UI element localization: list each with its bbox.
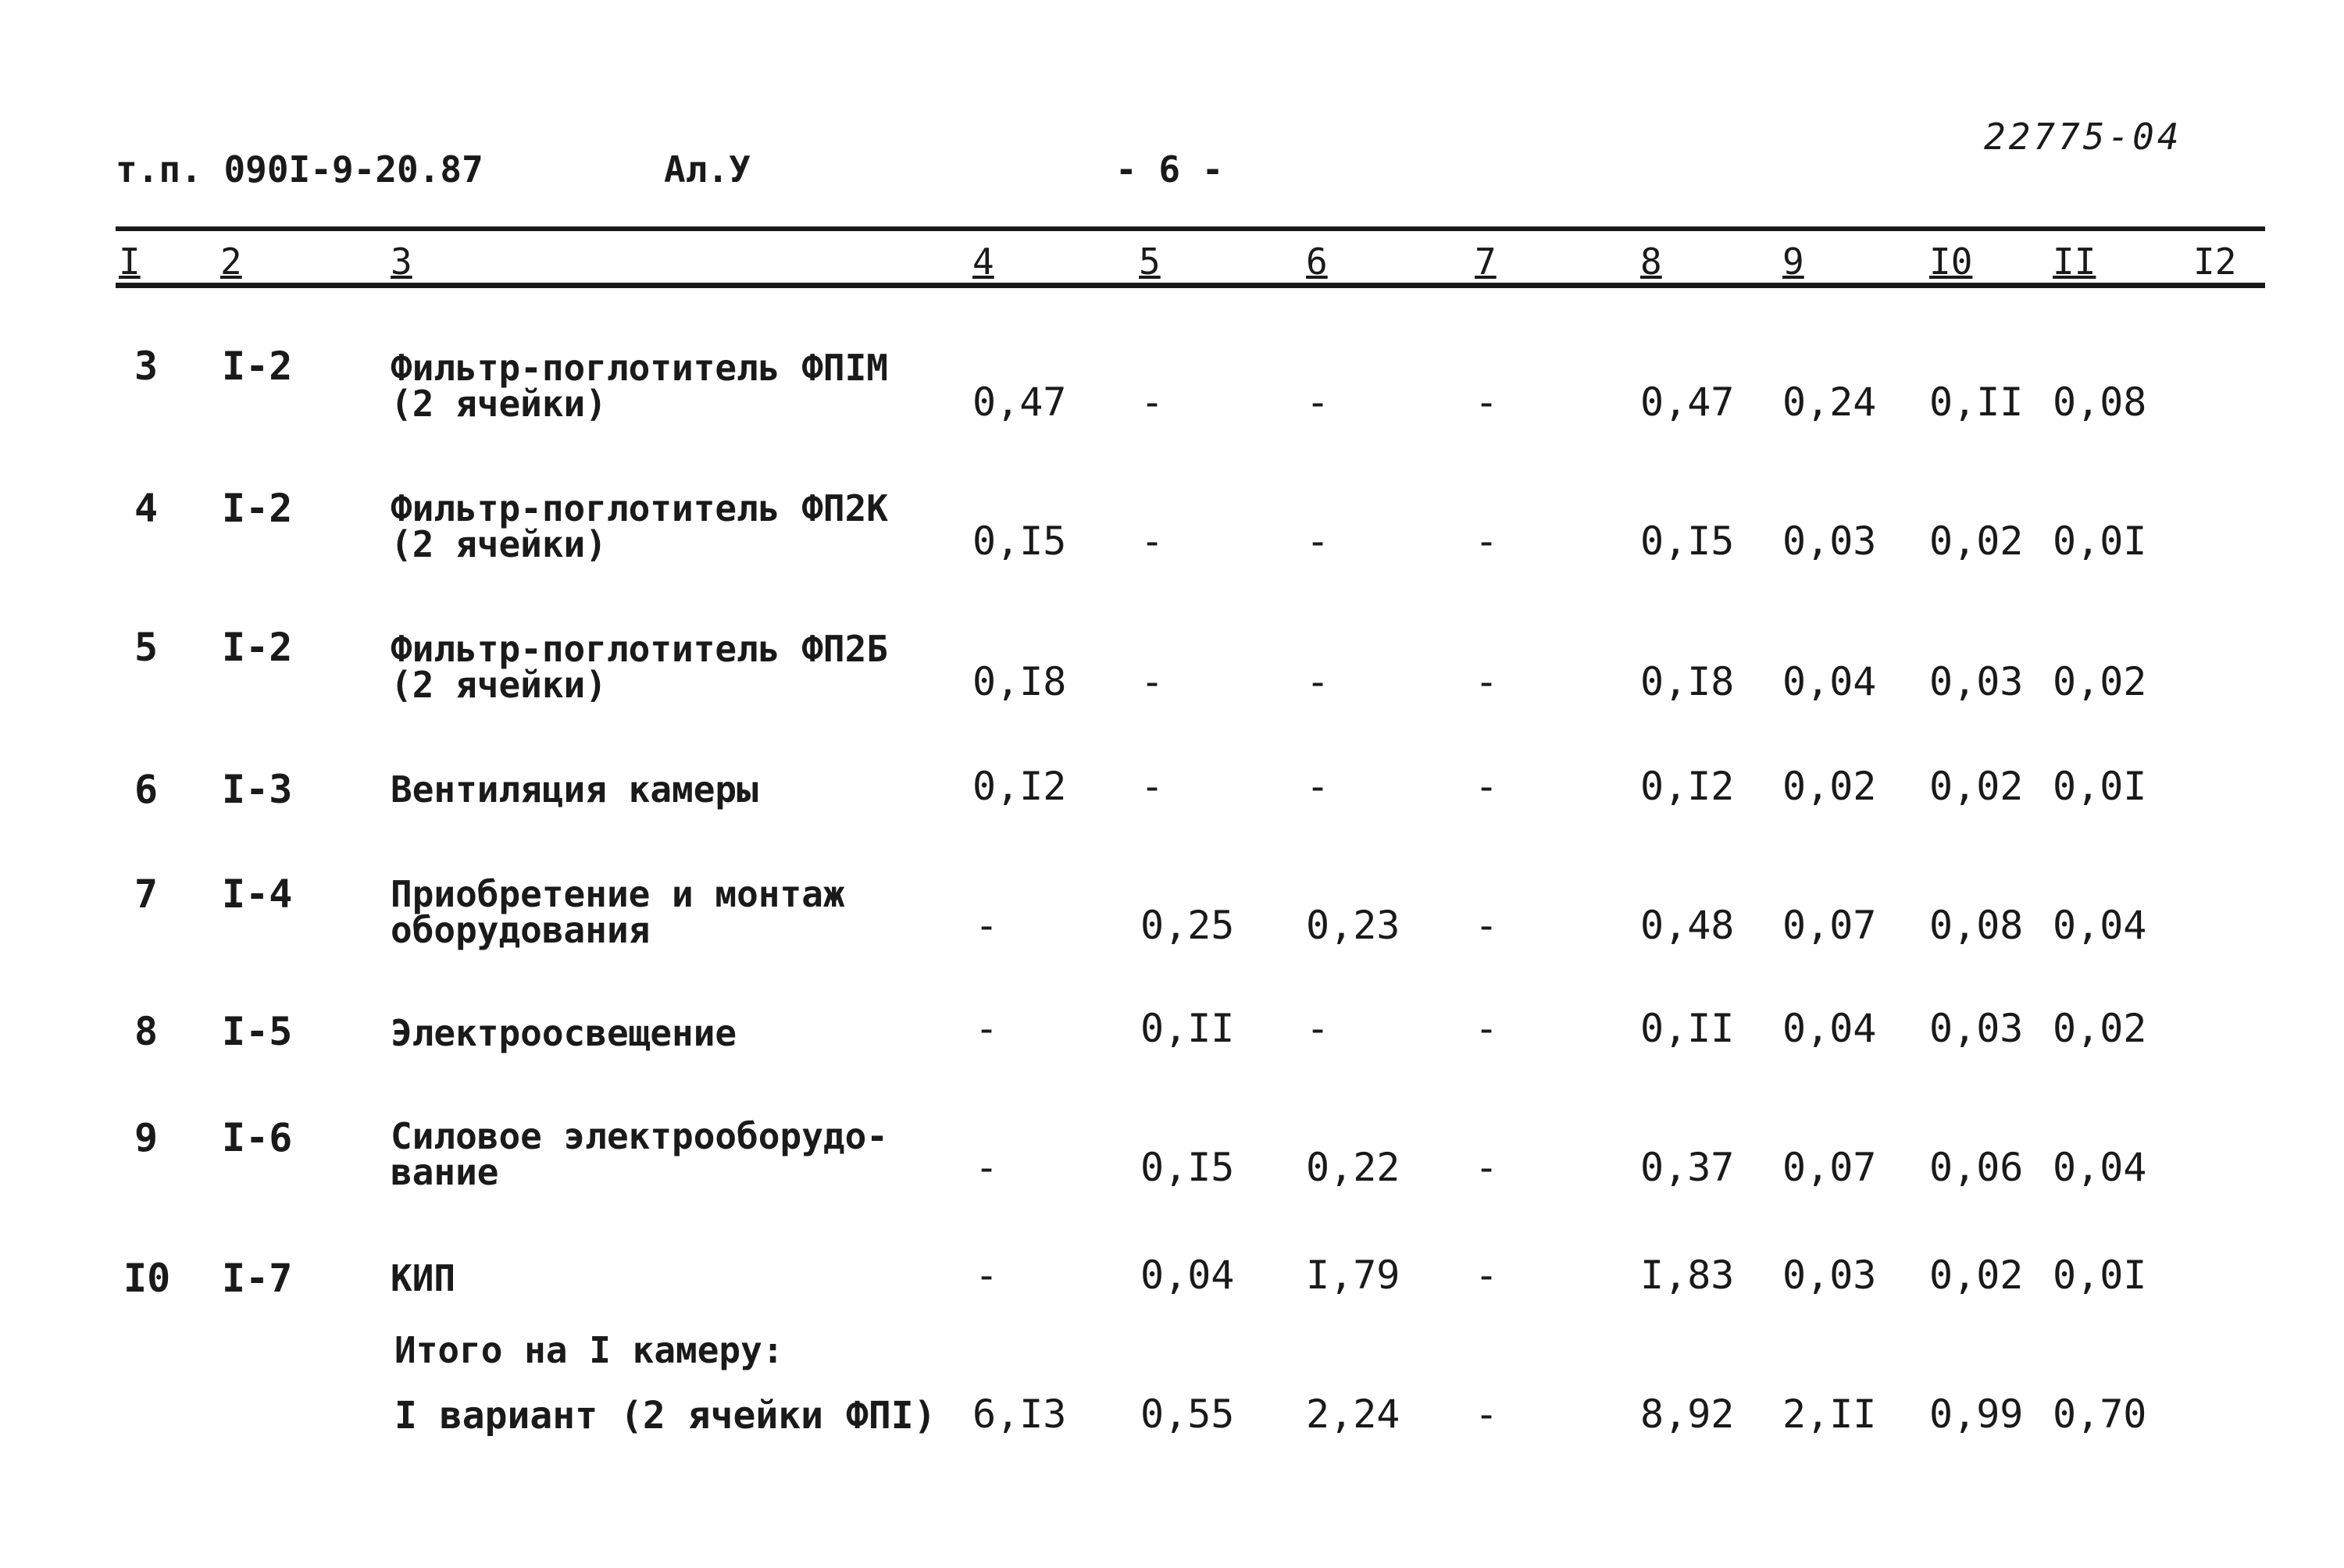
row-number: I0 [123, 1256, 171, 1301]
cell-col5: 0,25 [1140, 903, 1235, 948]
document-code: т.п. 090I-9-20.87 [116, 148, 483, 191]
cell-col6: 0,23 [1306, 903, 1400, 948]
row-number: 8 [134, 1009, 159, 1054]
cell-col8: 0,47 [1640, 380, 1735, 425]
cell-col5: 0,I5 [1140, 1145, 1235, 1190]
row-number: 3 [134, 344, 159, 389]
row-code: I-4 [222, 871, 293, 917]
cell-col7: - [1475, 380, 1499, 425]
total-col8: 8,92 [1640, 1392, 1735, 1437]
total-col11: 0,70 [2053, 1392, 2147, 1437]
cell-col4: 0,47 [972, 380, 1067, 425]
row-code: I-5 [222, 1009, 293, 1054]
row-code: I-2 [222, 344, 293, 389]
cell-col4: 0,I2 [972, 764, 1067, 809]
cell-col6: I,79 [1306, 1253, 1400, 1298]
row-code: I-6 [222, 1115, 293, 1160]
cell-col11: 0,04 [2053, 1145, 2147, 1190]
cell-col7: - [1475, 519, 1499, 564]
row-description-cont: (2 ячейки) [391, 523, 607, 565]
totals-variant-label: I вариант (2 ячейки ФПI) [394, 1394, 937, 1438]
cell-col11: 0,0I [2053, 1253, 2147, 1298]
total-col6: 2,24 [1306, 1392, 1400, 1437]
row-description: Вентиляция камеры [391, 768, 758, 811]
cell-col4: - [975, 1006, 999, 1051]
row-description: Приобретение и монтаж [391, 873, 845, 915]
row-description: Фильтр-поглотитель ФП2Б [391, 628, 888, 670]
row-description-cont: (2 ячейки) [391, 664, 607, 706]
cell-col9: 0,04 [1782, 1006, 1877, 1051]
column-number: 8 [1640, 241, 1662, 283]
cell-col7: - [1475, 1006, 1499, 1051]
cell-col5: - [1140, 659, 1165, 704]
row-code: I-2 [222, 486, 293, 531]
row-number: 5 [134, 625, 159, 670]
row-description: Электроосвещение [391, 1012, 737, 1054]
cell-col4: 0,I5 [972, 519, 1067, 564]
row-number: 6 [134, 767, 159, 812]
cell-col6: - [1306, 1006, 1330, 1051]
cell-col4: - [975, 1145, 999, 1190]
cell-col9: 0,07 [1782, 903, 1877, 948]
cell-col10: 0,06 [1929, 1145, 2024, 1190]
cell-col11: 0,02 [2053, 1006, 2147, 1051]
cell-col10: 0,II [1929, 380, 2024, 425]
archive-stamp: 22775-04 [1984, 116, 2182, 158]
column-number: 7 [1475, 241, 1497, 283]
column-number: I [119, 241, 141, 283]
column-number: 5 [1139, 241, 1161, 283]
cell-col5: - [1140, 764, 1165, 809]
row-description: КИП [391, 1257, 456, 1299]
cell-col8: I,83 [1640, 1253, 1735, 1298]
cell-col7: - [1475, 1253, 1499, 1298]
cell-col10: 0,03 [1929, 659, 2024, 704]
cell-col4: 0,I8 [972, 659, 1067, 704]
cell-col11: 0,08 [2053, 380, 2147, 425]
cell-col11: 0,0I [2053, 519, 2147, 564]
column-number: I2 [2193, 241, 2237, 283]
total-col4: 6,I3 [972, 1392, 1067, 1437]
cell-col5: - [1140, 519, 1165, 564]
row-number: 4 [134, 486, 159, 531]
cell-col6: - [1306, 519, 1330, 564]
cell-col7: - [1475, 659, 1499, 704]
cell-col8: 0,37 [1640, 1145, 1735, 1190]
cell-col5: - [1140, 380, 1165, 425]
cell-col11: 0,0I [2053, 764, 2147, 809]
cell-col7: - [1475, 903, 1499, 948]
totals-heading: Итого на I камеру: [394, 1329, 784, 1371]
column-number: 6 [1306, 241, 1328, 283]
cell-col8: 0,I8 [1640, 659, 1735, 704]
cell-col7: - [1475, 1145, 1499, 1190]
cell-col9: 0,02 [1782, 764, 1877, 809]
cell-col10: 0,03 [1929, 1006, 2024, 1051]
row-number: 9 [134, 1115, 159, 1160]
cell-col9: 0,04 [1782, 659, 1877, 704]
cell-col5: 0,II [1140, 1006, 1235, 1051]
cell-col10: 0,08 [1929, 903, 2024, 948]
cell-col11: 0,04 [2053, 903, 2147, 948]
column-number: 3 [391, 241, 412, 283]
row-code: I-2 [222, 625, 293, 670]
total-col10: 0,99 [1929, 1392, 2024, 1437]
cell-col7: - [1475, 764, 1499, 809]
total-col9: 2,II [1782, 1392, 1877, 1437]
row-number: 7 [134, 871, 159, 917]
cell-col9: 0,24 [1782, 380, 1877, 425]
cell-col6: 0,22 [1306, 1145, 1400, 1190]
column-number: 9 [1782, 241, 1804, 283]
column-number: II [2053, 241, 2096, 283]
row-description-cont: (2 ячейки) [391, 383, 607, 425]
cell-col9: 0,03 [1782, 1253, 1877, 1298]
row-code: I-7 [222, 1256, 293, 1301]
row-description: Фильтр-поглотитель ФП2К [391, 487, 888, 529]
cell-col10: 0,02 [1929, 764, 2024, 809]
cell-col6: - [1306, 659, 1330, 704]
cell-col4: - [975, 903, 999, 948]
cell-col9: 0,07 [1782, 1145, 1877, 1190]
total-col5: 0,55 [1140, 1392, 1235, 1437]
row-description-cont: оборудования [391, 909, 651, 951]
cell-col8: 0,I5 [1640, 519, 1735, 564]
row-description: Фильтр-поглотитель ФПIМ [391, 347, 888, 389]
row-description-cont: вание [391, 1151, 499, 1193]
cell-col11: 0,02 [2053, 659, 2147, 704]
column-number: I0 [1929, 241, 1973, 283]
cell-col4: - [975, 1253, 999, 1298]
column-number: 2 [220, 241, 242, 283]
page-number: - 6 - [1115, 148, 1224, 191]
header-bottom-rule [116, 283, 2265, 288]
cell-col10: 0,02 [1929, 519, 2024, 564]
cell-col5: 0,04 [1140, 1253, 1235, 1298]
column-number: 4 [972, 241, 994, 283]
row-description: Силовое электрооборудо- [391, 1115, 888, 1157]
total-col7: - [1475, 1392, 1499, 1437]
cell-col6: - [1306, 764, 1330, 809]
cell-col8: 0,I2 [1640, 764, 1735, 809]
cell-col8: 0,48 [1640, 903, 1735, 948]
cell-col6: - [1306, 380, 1330, 425]
album-label: Ал.У [664, 148, 751, 191]
row-code: I-3 [222, 767, 293, 812]
cell-col9: 0,03 [1782, 519, 1877, 564]
cell-col8: 0,II [1640, 1006, 1735, 1051]
cell-col10: 0,02 [1929, 1253, 2024, 1298]
header-top-rule [116, 226, 2265, 231]
